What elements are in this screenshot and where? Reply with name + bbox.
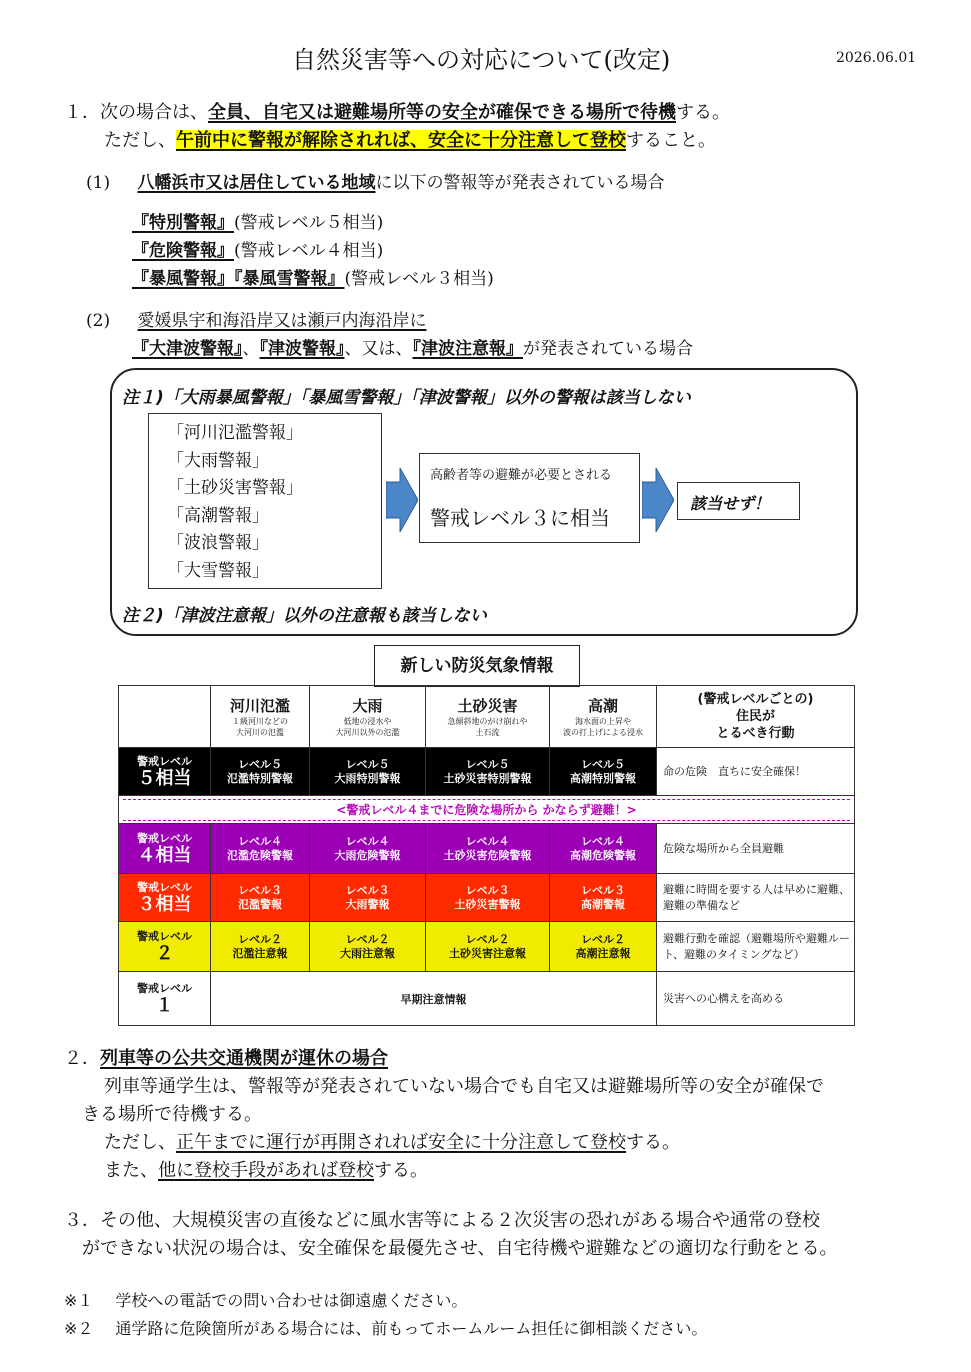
table-cell: レベル３ 大雨警報	[310, 874, 426, 922]
action-cell: 命の危険 直ちに安全確保！	[657, 748, 855, 796]
section-2-line-1: 列車等通学生は、警報等が発表されていない場合でも自宅又は避難場所等の安全が確保で	[104, 1076, 824, 1097]
warning-danger: 『危険警報』(警戒レベル４相当)	[132, 241, 384, 261]
note-2: 注２)「津波注意報」以外の注意報も該当しない	[122, 606, 487, 626]
table-row	[119, 796, 855, 824]
section-2-heading	[64, 1044, 388, 1070]
table-cell: レベル３ 土砂災害警報	[426, 874, 550, 922]
table-cell: レベル２ 土砂災害注意報	[426, 922, 550, 972]
table-cell: レベル４ 大雨危険警報	[310, 824, 426, 874]
table-cell: レベル５ 氾濫特別警報	[211, 748, 310, 796]
table-cell: レベル５ 高潮特別警報	[550, 748, 657, 796]
arrow-right-icon	[642, 468, 674, 532]
table-cell: レベル３ 高潮警報	[550, 874, 657, 922]
table-cell: レベル２ 氾濫注意報	[211, 922, 310, 972]
level-label-cell: 警戒レベル １	[119, 972, 211, 1026]
footnote-1: ※１ 学校への電話での問い合わせは御遠慮ください。	[64, 1291, 468, 1310]
list-item: 「大雨警報」	[167, 450, 269, 471]
section-2-line-2: きる場所で待機する。	[82, 1104, 262, 1125]
arrow-right-icon	[386, 468, 418, 532]
warning-list	[167, 420, 303, 585]
table-header-blank	[119, 686, 211, 748]
section-2-title: 列車等の公共交通機関が運休の場合	[100, 1048, 388, 1069]
table-header-cell: 高潮 海水面の上昇や 波の打上げによる浸水	[550, 686, 657, 748]
section-3-line-2: ができない状況の場合は、安全確保を最優先させ、自宅待機や避難などの適切な行動をとる。	[82, 1238, 838, 1259]
table-cell: レベル５ 土砂災害特別警報	[426, 748, 550, 796]
table-row	[119, 972, 855, 1026]
point-1-emphasis: 八幡浜市又は居住している地域	[137, 173, 376, 193]
table-row	[119, 748, 855, 796]
section-1-line-1: １．次の場合は、全員、自宅又は避難場所等の安全が確保できる場所で待機する。	[64, 102, 730, 123]
table-cell: レベル２ 高潮注意報	[550, 922, 657, 972]
warning-special: 『特別警報』(警戒レベル５相当)	[132, 213, 384, 233]
point-2-line-2: 『大津波警報』、『津波警報』、又は、『津波注意報』が発表されている場合	[132, 339, 693, 359]
section-1-number: １．	[64, 102, 100, 123]
table-header-cell: 土砂災害 急傾斜地のがけ崩れや 土石流	[426, 686, 550, 748]
table-cell: レベル４ 高潮危険警報	[550, 824, 657, 874]
section-1-highlight: 午前中に警報が解除されれば、安全に十分注意して登校	[176, 130, 626, 151]
list-item: 「土砂災害警報」	[167, 478, 303, 498]
table-row	[119, 922, 855, 972]
section-2-number: ２．	[64, 1048, 100, 1069]
warning-list-box	[148, 413, 382, 589]
list-item: 「河川氾濫警報」	[167, 423, 303, 443]
action-cell: 避難に時間を要する人は早めに避難、避難の準備など	[657, 874, 855, 922]
evacuate-banner: <警戒レベル４までに危険な場所から かならず避難！>	[119, 796, 855, 824]
level-label-cell: 警戒レベル ３相当	[119, 874, 211, 922]
table-row	[119, 824, 855, 874]
level-label-cell: 警戒レベル ４相当	[119, 824, 211, 874]
footnote-2: ※２ 通学路に危険箇所がある場合には、前もってホームルーム担任に御相談ください。	[64, 1319, 708, 1338]
result-box	[677, 482, 800, 520]
section-2-line-4: また、他に登校手段があれば登校する。	[104, 1160, 428, 1181]
action-cell: 避難行動を確認（避難場所や避難ルート、避難のタイミングなど）	[657, 922, 855, 972]
list-item: 「波浪警報」	[167, 533, 269, 553]
disaster-info-table	[118, 685, 855, 1026]
document-date: 2026.06.01	[836, 50, 917, 66]
list-item: 「高潮警報」	[167, 505, 269, 526]
action-cell: 災害への心構えを高める	[657, 972, 855, 1026]
table-cell: レベル５ 大雨特別警報	[310, 748, 426, 796]
section-1-line-2: ただし、午前中に警報が解除されれば、安全に十分注意して登校すること。	[104, 130, 716, 151]
result-label: 該当せず！	[690, 494, 771, 513]
page-title: 自然災害等への対応について(改定)	[292, 46, 671, 74]
table-cell: レベル４ 土砂災害危険警報	[426, 824, 550, 874]
table-header-cell: 河川氾濫 １級河川などの 大河川の氾濫	[211, 686, 310, 748]
level-3-box	[419, 453, 640, 543]
point-2-emphasis: 愛媛県宇和海沿岸又は瀬戸内海沿岸に	[137, 311, 427, 331]
table-header-action: (警戒レベルごとの) 住民が とるべき行動	[657, 686, 855, 748]
action-cell: 危険な場所から全員避難	[657, 824, 855, 874]
level-3-label: 警戒レベル３に相当	[430, 506, 610, 530]
table-cell: レベル４ 氾濫危険警報	[211, 824, 310, 874]
level-label-cell: 警戒レベル ５相当	[119, 748, 211, 796]
point-2-line-1	[86, 306, 427, 331]
table-row	[119, 874, 855, 922]
point-2-number: (2)	[86, 311, 111, 331]
point-1-line: (1) 八幡浜市又は居住している地域に以下の警報等が発表されている場合	[86, 173, 665, 193]
table-header-cell: 大雨 低地の浸水や 大河川以外の氾濫	[310, 686, 426, 748]
warning-storm: 『暴風警報』『暴風雪警報』(警戒レベル３相当)	[132, 269, 494, 289]
table-header-row	[119, 686, 855, 748]
table-title: 新しい防災気象情報	[374, 645, 580, 687]
list-item: 「大雪警報」	[167, 560, 269, 581]
level-3-note: 高齢者等の避難が必要とされる	[430, 468, 613, 483]
section-1-emphasis: 全員、自宅又は避難場所等の安全が確保できる場所で待機	[208, 102, 676, 123]
section-3-line-1: ３．その他、大規模災害の直後などに風水害等による２次災害の恐れがある場合や通常の登校	[64, 1210, 820, 1231]
point-1-number: (1)	[86, 173, 111, 193]
table-cell: レベル２ 大雨注意報	[310, 922, 426, 972]
level-label-cell: 警戒レベル ２	[119, 922, 211, 972]
section-2-line-3: ただし、正午までに運行が再開されれば安全に十分注意して登校する。	[104, 1132, 680, 1153]
table-cell: レベル３ 氾濫警報	[211, 874, 310, 922]
merged-cell: 早期注意情報	[211, 972, 657, 1026]
note-1: 注１)「大雨暴風警報」「暴風雪警報」「津波警報」以外の警報は該当しない	[122, 388, 691, 408]
